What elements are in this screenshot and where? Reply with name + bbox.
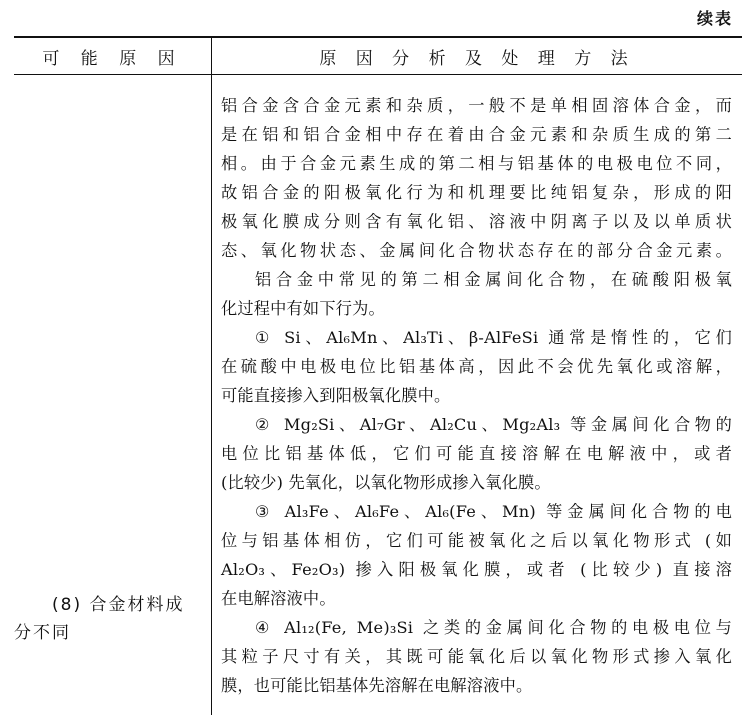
text-line: 极氧化膜成分则含有氧化铝、溶液中阴离子以及以单质状 bbox=[221, 212, 732, 231]
text-line: Al₂O₃、Fe₂O₃) 掺入阳极氧化膜，或者 (比较少) 直接溶 bbox=[221, 560, 732, 579]
text-line: ③ Al₃Fe、Al₆Fe、Al₆(Fe、Mn) 等金属间化合物的电 bbox=[255, 502, 732, 521]
text-line: 铝合金含合金元素和杂质，一般不是单相固溶体合金，而 bbox=[221, 96, 732, 115]
header-analysis-method: 原 因 分 析 及 处 理 方 法 bbox=[319, 48, 635, 69]
text-line: 铝合金中常见的第二相金属间化合物，在硫酸阳极氧 bbox=[255, 270, 732, 289]
paragraph-1 bbox=[221, 91, 732, 265]
cause-text bbox=[14, 591, 211, 647]
cause-line-1: (8) 合金材料成 bbox=[52, 595, 185, 615]
paragraph-3 bbox=[221, 323, 732, 410]
text-line: 在硫酸中电极电位比铝基体高，因此不会优先氧化或溶解， bbox=[221, 357, 732, 376]
paragraph-5 bbox=[221, 497, 732, 613]
text-line: (比较少) 先氧化，以氧化物形成掺入氧化膜。 bbox=[221, 473, 551, 492]
text-line: 故铝合金的阳极氧化行为和机理要比纯铝复杂，形成的阳 bbox=[221, 183, 732, 202]
text-line: 化过程中有如下行为。 bbox=[221, 299, 385, 318]
text-line: 态、氧化物状态、金属间化合物状态存在的部分合金元素。 bbox=[221, 241, 732, 260]
text-line: ① Si、Al₆Mn、Al₃Ti、β-AlFeSi 通常是惰性的，它们 bbox=[255, 328, 732, 347]
continued-table-label: 续表 bbox=[696, 9, 733, 28]
table-header-row bbox=[14, 38, 742, 75]
paragraph-6 bbox=[221, 613, 732, 700]
text-line: 可能直接掺入到阳极氧化膜中。 bbox=[221, 386, 451, 405]
text-line: ② Mg₂Si、Al₇Gr、Al₂Cu、Mg₂Al₃ 等金属间化合物的 bbox=[255, 415, 732, 434]
text-line: ④ Al₁₂(Fe, Me)₃Si 之类的金属间化合物的电极电位与 bbox=[255, 618, 732, 637]
text-line: 在电解溶液中。 bbox=[221, 589, 336, 608]
paragraph-2 bbox=[221, 265, 732, 323]
cause-line-2: 分不同 bbox=[14, 623, 71, 643]
header-possible-cause: 可 能 原 因 bbox=[14, 38, 212, 74]
analysis-cell bbox=[212, 75, 742, 715]
text-line: 位与铝基体相仿，它们可能被氧化之后以氧化物形式 (如 bbox=[221, 531, 732, 550]
text-line: 是在铝和铝合金相中存在着由合金元素和杂质生成的第二 bbox=[221, 125, 732, 144]
text-line: 膜，也可能比铝基体先溶解在电解溶液中。 bbox=[221, 676, 533, 695]
cause-cell bbox=[14, 75, 212, 715]
analysis-table bbox=[14, 36, 742, 714]
text-line: 其粒子尺寸有关，其既可能氧化后以氧化物形式掺入氧化 bbox=[221, 647, 732, 666]
text-line: 电位比铝基体低，它们可能直接溶解在电解液中，或者 bbox=[221, 444, 732, 463]
paragraph-4 bbox=[221, 410, 732, 497]
text-line: 相。由于合金元素生成的第二相与铝基体的电极电位不同， bbox=[221, 154, 732, 173]
table-row bbox=[14, 75, 742, 715]
